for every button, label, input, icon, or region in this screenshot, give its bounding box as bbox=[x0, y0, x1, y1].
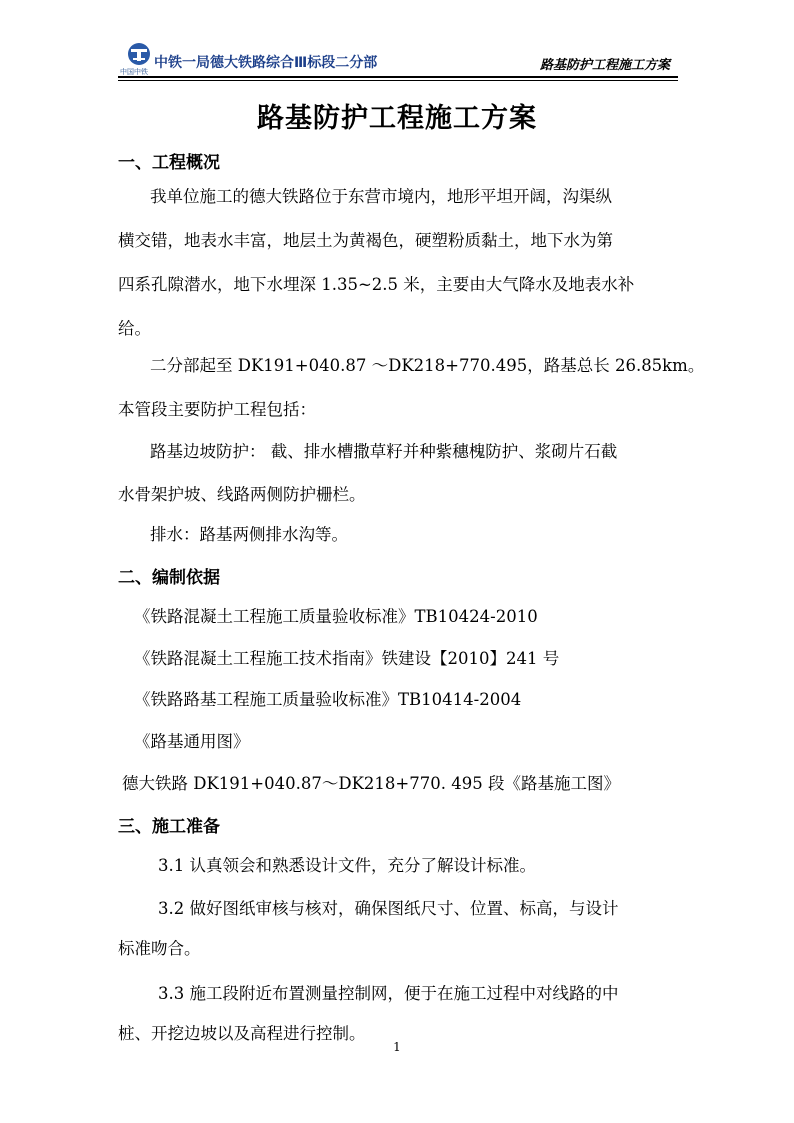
section-heading-preparation: 三、施工准备 bbox=[118, 817, 220, 837]
paragraph-line: 排水：路基两侧排水沟等。 bbox=[150, 525, 348, 544]
paragraph-line: 3.3 施工段附近布置测量控制网，便于在施工过程中对线路的中 bbox=[158, 984, 619, 1003]
paragraph-line: 二分部起至 DK191+040.87 ～DK218+770.495，路基总长 26.85km。 bbox=[150, 356, 705, 375]
paragraph-line: 3.2 做好图纸审核与核对，确保图纸尺寸、位置、标高，与设计 bbox=[158, 899, 619, 918]
document-title: 路基防护工程施工方案 bbox=[257, 103, 537, 134]
paragraph-line: 本管段主要防护工程包括： bbox=[118, 400, 316, 419]
paragraph-line: 桩、开挖边坡以及高程进行控制。 bbox=[118, 1024, 366, 1043]
reference-item: 《铁路路基工程施工质量验收标准》TB10414-2004 bbox=[134, 690, 522, 709]
paragraph-line: 3.1 认真领会和熟悉设计文件，充分了解设计标准。 bbox=[158, 856, 536, 875]
paragraph-line: 我单位施工的德大铁路位于东营市境内，地形平坦开阔，沟渠纵 bbox=[150, 187, 612, 206]
header-company-name: 中铁一局德大铁路综合Ⅲ标段二分部 bbox=[154, 55, 378, 71]
header-document-title: 路基防护工程施工方案 bbox=[539, 58, 670, 73]
section-heading-basis: 二、编制依据 bbox=[118, 568, 220, 588]
reference-item: 《路基通用图》 bbox=[134, 732, 250, 751]
paragraph-line: 横交错，地表水丰富，地层土为黄褐色，硬塑粉质黏土，地下水为第 bbox=[118, 231, 613, 250]
reference-item: 《铁路混凝土工程施工质量验收标准》TB10424-2010 bbox=[134, 607, 538, 626]
paragraph-line: 四系孔隙潜水，地下水埋深 1.35~2.5 米，主要由大气降水及地表水补 bbox=[118, 275, 635, 294]
paragraph-line: 给。 bbox=[118, 319, 151, 338]
reference-item: 《铁路混凝土工程施工技术指南》铁建设【2010】241 号 bbox=[134, 649, 560, 668]
reference-item: 德大铁路 DK191+040.87～DK218+770. 495 段《路基施工图》 bbox=[122, 774, 620, 793]
paragraph-line: 水骨架护坡、线路两侧防护栅栏。 bbox=[118, 485, 366, 504]
logo-caption: 中国中铁 bbox=[120, 68, 148, 76]
paragraph-line: 路基边坡防护： 截、排水槽撒草籽并种紫穗槐防护、浆砌片石截 bbox=[150, 442, 618, 461]
section-heading-overview: 一、工程概况 bbox=[118, 153, 220, 173]
company-logo-icon bbox=[122, 41, 156, 67]
page-number: 1 bbox=[393, 1040, 401, 1054]
paragraph-line: 标准吻合。 bbox=[118, 939, 201, 958]
page-header bbox=[118, 40, 678, 78]
